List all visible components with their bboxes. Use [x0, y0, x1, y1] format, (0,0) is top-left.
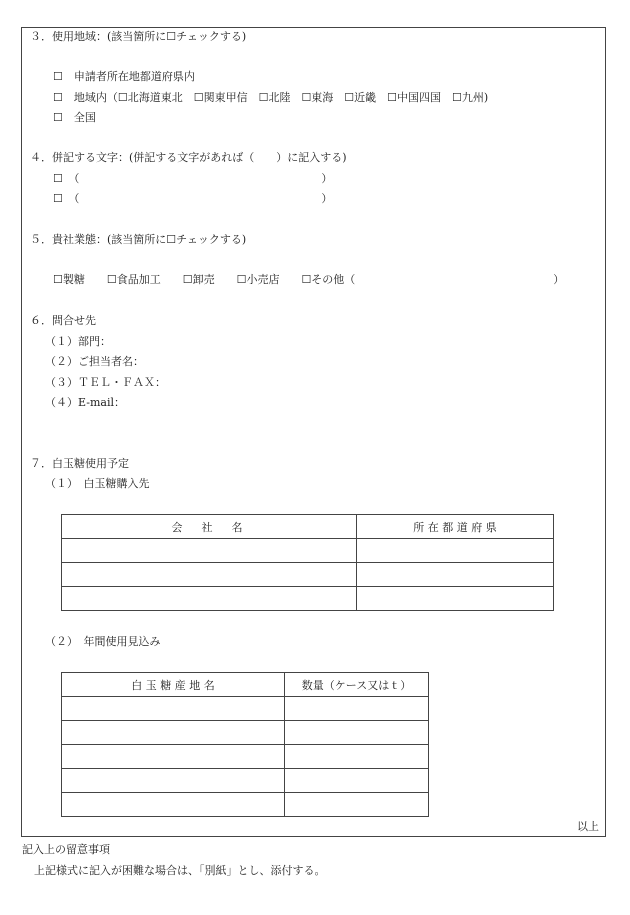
section6-heading: ６．問合せ先 [30, 314, 96, 327]
contact-department: （１）部門： [45, 335, 111, 348]
table-row [62, 539, 554, 563]
section7-sub-annual-usage: （２） 年間使用見込み [45, 635, 161, 648]
table-cell[interactable] [62, 745, 285, 769]
table-cell[interactable] [62, 587, 357, 611]
supplier-table-header-prefecture: 所 在 都 道 府 県 [357, 515, 554, 539]
table-row [62, 793, 429, 817]
section4-text-line-1[interactable]: ☐ （ ） [53, 172, 333, 185]
table-row [62, 673, 429, 697]
usage-table [61, 672, 429, 817]
table-cell[interactable] [62, 769, 285, 793]
notes-heading: 記入上の留意事項 [22, 843, 110, 856]
table-row [62, 697, 429, 721]
section4-text-line-2[interactable]: ☐ （ ） [53, 192, 333, 205]
section7-sub-supplier: （１） 白玉糖購入先 [45, 477, 150, 490]
table-cell[interactable] [62, 563, 357, 587]
notes-body: 上記様式に記入が困難な場合は、「別紙」とし、添付する。 [34, 864, 326, 877]
table-row [62, 769, 429, 793]
table-cell[interactable] [285, 769, 429, 793]
table-cell[interactable] [357, 587, 554, 611]
supplier-table [61, 514, 554, 611]
contact-email: （４）E-mail： [45, 396, 125, 409]
table-cell[interactable] [285, 721, 429, 745]
section7-heading: ７．白玉糖使用予定 [30, 457, 129, 470]
table-row [62, 515, 554, 539]
table-cell[interactable] [62, 793, 285, 817]
section3-option-nationwide[interactable]: ☐ 全国 [53, 111, 96, 124]
table-cell[interactable] [62, 721, 285, 745]
table-row [62, 745, 429, 769]
section3-heading: ３．使用地域：(該当箇所に☐チェックする) [30, 30, 247, 43]
table-cell[interactable] [285, 793, 429, 817]
table-row [62, 721, 429, 745]
table-cell[interactable] [285, 745, 429, 769]
table-cell[interactable] [357, 539, 554, 563]
table-cell[interactable] [62, 697, 285, 721]
section5-business-options[interactable]: ☐製糖 ☐食品加工 ☐卸売 ☐小売店 ☐その他（ ） [53, 273, 565, 286]
closing-mark: 以上 [577, 820, 599, 833]
section3-option-region[interactable]: ☐ 地域内（☐北海道東北 ☐関東甲信 ☐北陸 ☐東海 ☐近畿 ☐中国四国 ☐九州) [53, 91, 489, 104]
table-cell[interactable] [285, 697, 429, 721]
table-cell[interactable] [357, 563, 554, 587]
table-cell[interactable] [62, 539, 357, 563]
contact-tel-fax: （３）ＴＥＬ・ＦＡＸ： [45, 376, 166, 389]
table-row [62, 587, 554, 611]
usage-table-header-quantity: 数量（ケース又はｔ） [285, 673, 429, 697]
section4-heading: ４．併記する文字：(併記する文字があれば（ ）に記入する) [30, 151, 347, 164]
section3-option-prefecture[interactable]: ☐ 申請者所在地都道府県内 [53, 70, 195, 83]
usage-table-header-origin: 白 玉 糖 産 地 名 [62, 673, 285, 697]
supplier-table-header-company: 会 社 名 [62, 515, 357, 539]
section5-heading: ５．貴社業態：(該当箇所に☐チェックする) [30, 233, 247, 246]
table-row [62, 563, 554, 587]
contact-person: （２）ご担当者名： [45, 355, 144, 368]
